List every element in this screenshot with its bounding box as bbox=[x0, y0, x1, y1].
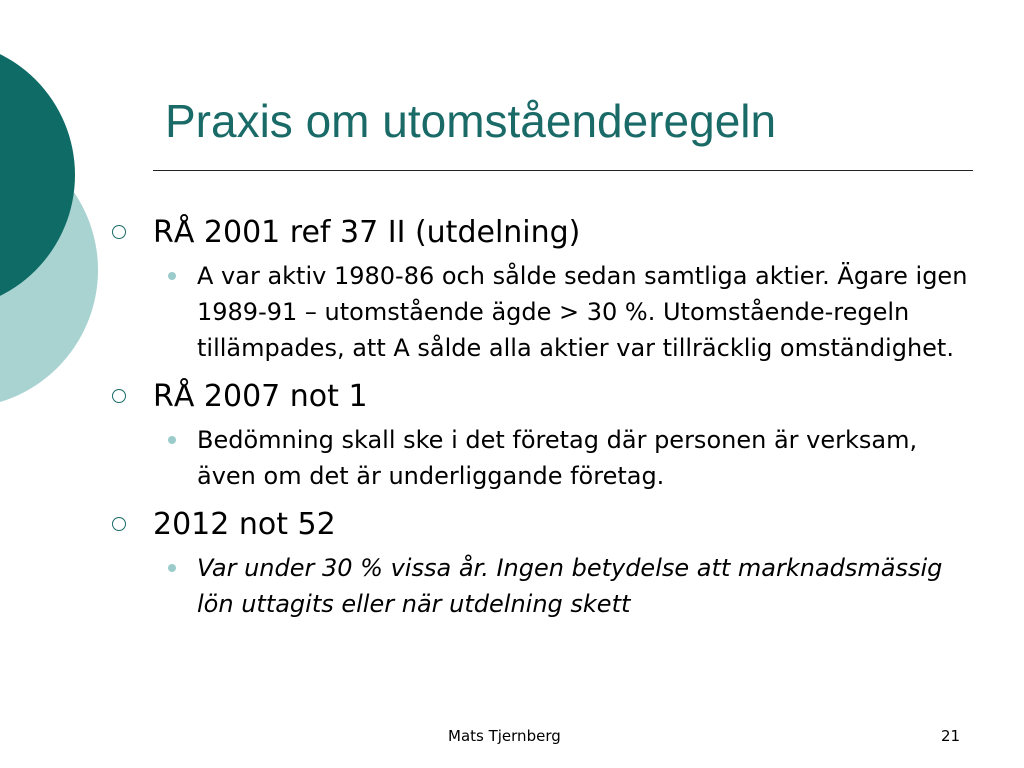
case-heading bbox=[112, 374, 982, 420]
list-item bbox=[112, 502, 982, 622]
case-detail-text: Bedömning skall ske i det företag där personen är verksam, även om det är underliggande företag. bbox=[197, 426, 918, 490]
case-heading bbox=[112, 502, 982, 548]
case-detail bbox=[112, 422, 982, 494]
list-item bbox=[112, 374, 982, 494]
case-detail-text: A var aktiv 1980-86 och sålde sedan samtliga aktier. Ägare igen 1989-91 – utomstående ägde > 30 %. Utomstående-regeln tillämpades, att A sålde alla aktier var tillräcklig omständighet. bbox=[197, 262, 968, 362]
case-heading-text: RÅ 2001 ref 37 II (utdelning) bbox=[153, 215, 581, 250]
slide-title: Praxis om utomståenderegeln bbox=[165, 95, 777, 147]
case-detail-text: Var under 30 % vissa år. Ingen betydelse att marknadsmässig lön uttagits eller när utdelning skett bbox=[197, 554, 943, 618]
case-detail bbox=[112, 258, 982, 366]
case-heading bbox=[112, 210, 982, 256]
case-heading-text: 2012 not 52 bbox=[153, 507, 336, 542]
dot-bullet-icon bbox=[168, 436, 176, 444]
dot-bullet-icon bbox=[168, 564, 176, 572]
page-number: 21 bbox=[941, 727, 961, 745]
case-heading-text: RÅ 2007 not 1 bbox=[153, 379, 368, 414]
bullet-list bbox=[112, 210, 982, 630]
title-divider bbox=[153, 170, 973, 171]
hollow-circle-bullet-icon bbox=[112, 389, 126, 403]
case-detail bbox=[112, 550, 982, 622]
hollow-circle-bullet-icon bbox=[112, 225, 126, 239]
hollow-circle-bullet-icon bbox=[112, 517, 126, 531]
list-item bbox=[112, 210, 982, 366]
footer-author: Mats Tjernberg bbox=[448, 727, 561, 745]
dot-bullet-icon bbox=[168, 272, 176, 280]
